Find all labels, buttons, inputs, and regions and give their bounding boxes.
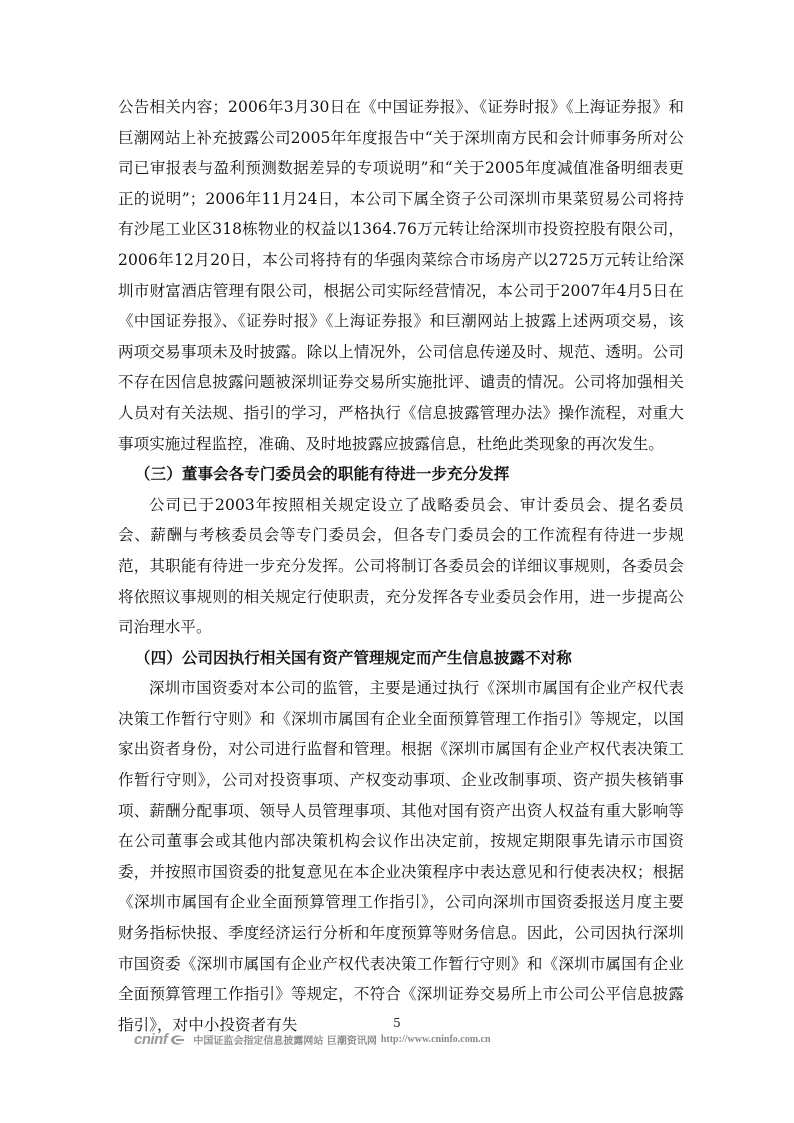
- section-heading-4: （四）公司因执行相关国有资产管理规定而产生信息披露不对称: [135, 647, 572, 667]
- paragraph-body: 公司已于2003年按照相关规定设立了战略委员会、审计委员会、提名委员会、薪酬与考核委员会等专门委员会，但各专门委员会的工作流程有待进一步规范，其职能有待进一步充分发挥。公司将制订各委员会的详细议事规则，各委员会将依照议事规则的相关规定行使职责，充分发挥各专业委员会作用，进一步提高公司治理水平。: [118, 495, 684, 637]
- paragraph-body: 深圳市国资委对本公司的监管，主要是通过执行《深圳市属国有企业产权代表决策工作暂行守则》和《深圳市属国有企业全面预算管理工作指引》等规定，以国家出资者身份，对公司进行监督和管理。根据《深圳市属国有企业产权代表决策工作暂行守则》，公司对投资事项、产权变动事项、企业改制事项、资产损失核销事项、薪酬分配事项、领导人员管理事项、其他对国有资产出资人权益有重大影响等在公司董事会或其他内部决策机构会议作出决定前，按规定期限事先请示市国资委，并按照市国资委的批复意见在本企业决策程序中表达意见和行使表决权；根据《深圳市属国有企业全面预算管理工作指引》，公司向深圳市国资委报送月度主要财务指标快报、季度经济运行分析和年度预算等财务信息。因此，公司因执行深圳市国资委《深圳市属国有企业产权代表决策工作暂行守则》和《深圳市属国有企业全面预算管理工作指引》等规定，不符合《深圳证券交易所上市公司公平信息披露指引》，对中小投资者有失: [118, 679, 684, 1034]
- page-footer: [134, 1027, 491, 1051]
- section-heading-3: （三）董事会各专门委员会的职能有待进一步充分发挥: [135, 464, 510, 484]
- footer-site-text: 中国证监会指定信息披露网站 巨潮资讯网: [193, 1035, 377, 1047]
- logo-text: cninf: [134, 1030, 168, 1048]
- cninfo-logo: [134, 1031, 185, 1048]
- cninfo-swirl-logo-icon: [169, 1032, 185, 1046]
- page-number: 5: [393, 1016, 401, 1030]
- paragraph-continuation: 公告相关内容；2006年3月30日在《中国证券报》、《证券时报》《上海证券报》和巨潮网站上补充披露公司2005年年度报告中“关于深圳南方民和会计师事务所对公司已审报表与盈利预测数据差异的专项说明”和“关于2005年度减值准备明细表更正的说明”；2006年11月24日，本公司下属全资子公司深圳市果菜贸易公司将持有沙尾工业区318栋物业的权益以1364.76万元转让给深圳市投资控股有限公司，2006年12月20日，本公司将持有的华强肉菜综合市场房产以2725万元转让给深圳市财富酒店管理有限公司，根据公司实际经营情况，本公司于2007年4月5日在《中国证券报》、《证券时报》《上海证券报》和巨潮网站上披露上述两项交易，该两项交易事项未及时披露。除以上情况外，公司信息传递及时、规范、透明。公司不存在因信息披露问题被深圳证券交易所实施批评、谴责的情况。公司将加强相关人员对有关法规、指引的学习，严格执行《信息披露管理办法》操作流程，对重大事项实施过程监控，准确、及时地披露应披露信息，杜绝此类现象的再次发生。: [118, 98, 684, 453]
- page-content: [118, 92, 684, 1040]
- footer-url[interactable]: http://www.cninfo.com.cn: [380, 1033, 491, 1045]
